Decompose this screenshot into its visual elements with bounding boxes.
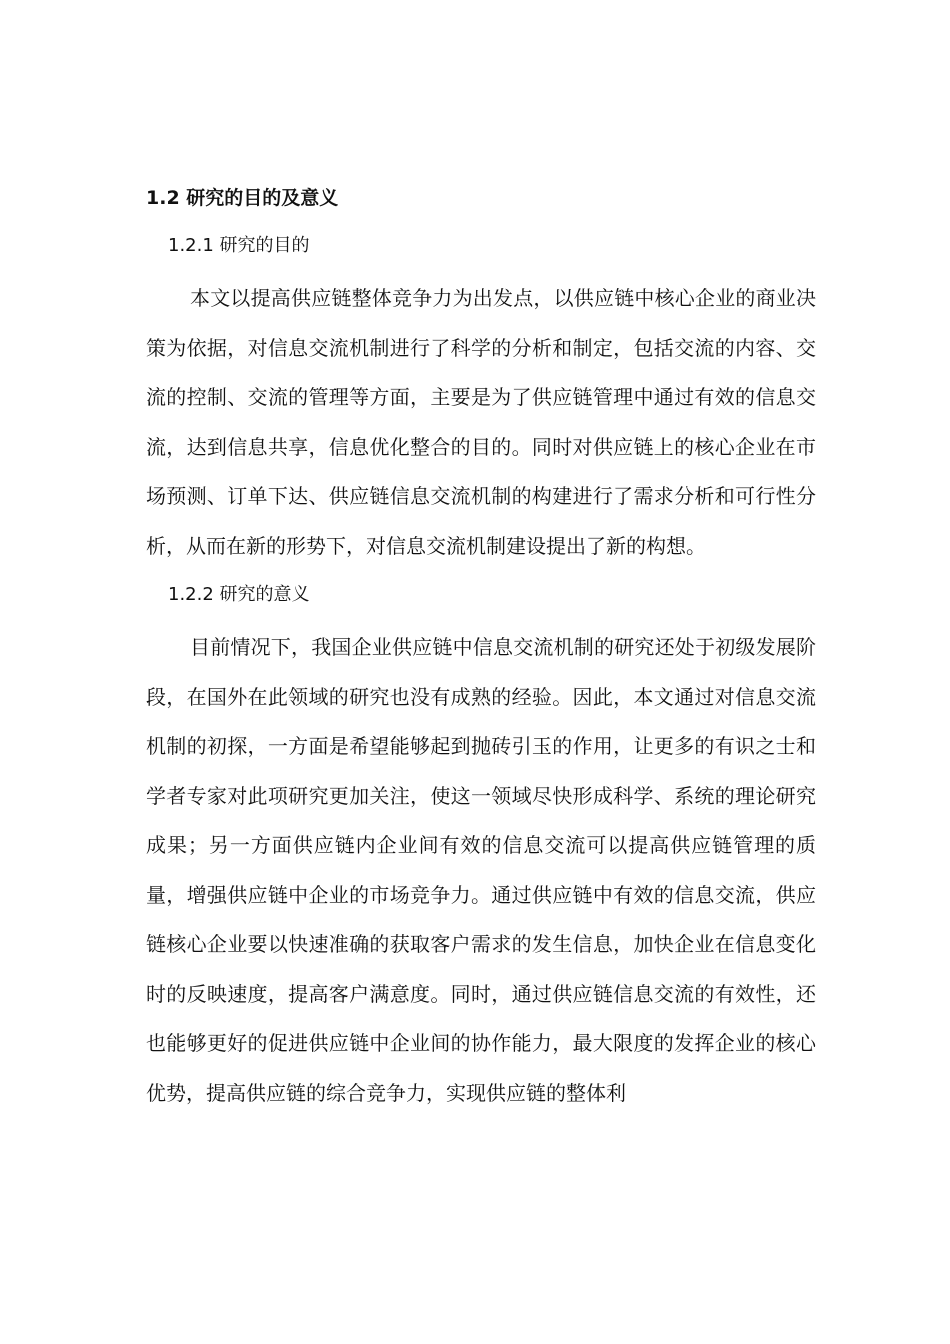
paragraph-significance: 目前情况下，我国企业供应链中信息交流机制的研究还处于初级发展阶段，在国外在此领域的研究也没有成熟的经验。因此，本文通过对信息交流机制的初探，一方面是希望能够起到抛砖引玉的作用，让更多的有识之士和学者专家对此项研究更加关注，使这一领域尽快形成科学、系统的理论研究成果；另一方面供应链内企业间有效的信息交流可以提高供应链管理的质量，增强供应链中企业的市场竞争力。通过供应链中有效的信息交流，供应链核心企业要以快速准确的获取客户需求的发生信息，加快企业在信息变化时的反映速度，提高客户满意度。同时，通过供应链信息交流的有效性，还也能够更好的促进供应链中企业间的协作能力，最大限度的发挥企业的核心优势，提高供应链的综合竞争力，实现供应链的整体利 <box>146 635 816 1105</box>
subsection-heading-purpose: 1.2.1 研究的目的 <box>168 235 310 256</box>
page-content <box>146 182 816 1126</box>
section-heading: 1.2 研究的目的及意义 <box>146 187 339 209</box>
paragraph-purpose: 本文以提高供应链整体竞争力为出发点，以供应链中核心企业的商业决策为依据，对信息交流机制进行了科学的分析和制定，包括交流的内容、交流的控制、交流的管理等方面，主要是为了供应链管理中通过有效的信息交流，达到信息共享，信息优化整合的目的。同时对供应链上的核心企业在市场预测、订单下达、供应链信息交流机制的构建进行了需求分析和可行性分析，从而在新的形势下，对信息交流机制建设提出了新的构想。 <box>146 286 816 558</box>
subsection-heading-significance: 1.2.2 研究的意义 <box>168 584 310 605</box>
